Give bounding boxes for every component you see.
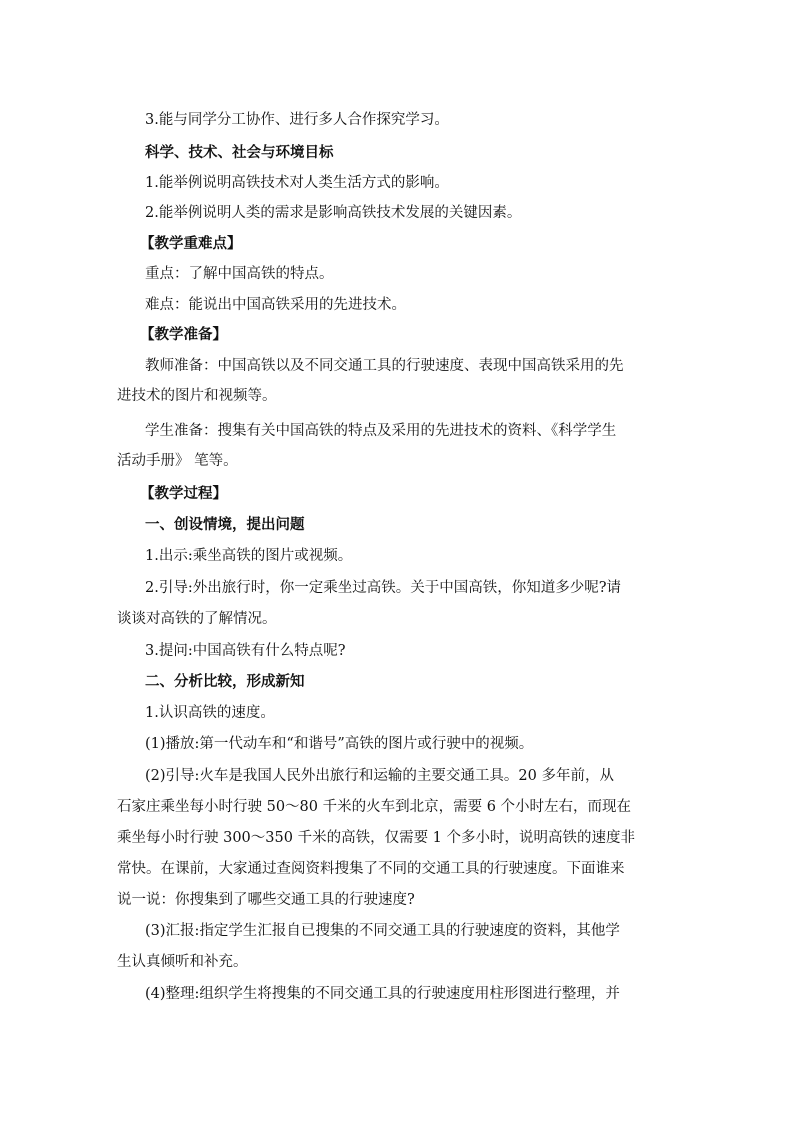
heading-process: 【教学过程】	[140, 485, 227, 502]
section-1-item-1: 1.出示:乘坐高铁的图片或视频。	[145, 548, 353, 564]
difficult-point: 难点：能说出中国高铁采用的先进技术。	[145, 297, 406, 313]
teacher-prep-line-2: 进技术的图片和视频等。	[117, 388, 277, 404]
section-1-item-3: 3.提问:中国高铁有什么特点呢?	[145, 643, 346, 659]
section-1-item-2-line-1: 2.引导:外出旅行时，你一定乘坐过高铁。关于中国高铁，你知道多少呢?请	[145, 580, 621, 596]
section-2-item-1-2-line-1: (2)引导:火车是我国人民外出旅行和运输的主要交通工具。20 多年前，从	[145, 768, 614, 784]
sts-goal-1: 1.能举例说明高铁技术对人类生活方式的影响。	[145, 175, 449, 191]
section-2-item-1-1: (1)播放:第一代动车和“和谐号”高铁的图片或行驶中的视频。	[145, 736, 534, 752]
section-2-item-1-2-line-4: 常快。在课前，大家通过查阅资料搜集了不同的交通工具的行驶速度。下面谁来	[117, 861, 625, 877]
teacher-prep-line-1: 教师准备：中国高铁以及不同交通工具的行驶速度、表现中国高铁采用的先	[145, 358, 624, 374]
section-2-item-1-2-line-2: 石家庄乘坐每小时行驶 50～80 千米的火车到北京，需要 6 个小时左右，而现在	[117, 799, 632, 815]
sts-goal-2: 2.能举例说明人类的需求是影响高铁技术发展的关键因素。	[145, 205, 522, 221]
section-2-title: 二、分析比较，形成新知	[145, 673, 305, 690]
section-2-item-1-2-line-3: 乘坐每小时行驶 300～350 千米的高铁，仅需要 1 个多小时，说明高铁的速度非	[117, 830, 636, 846]
section-2-item-1: 1.认识高铁的速度。	[145, 705, 275, 721]
heading-preparation: 【教学准备】	[140, 326, 227, 343]
objective-3: 3.能与同学分工协作、进行多人合作探究学习。	[145, 112, 449, 128]
section-2-item-1-3-line-2: 生认真倾听和补充。	[117, 954, 248, 970]
heading-key-points: 【教学重难点】	[140, 235, 242, 252]
section-1-item-2-line-2: 谈谈对高铁的了解情况。	[117, 611, 277, 627]
key-point: 重点：了解中国高铁的特点。	[145, 266, 334, 282]
section-2-item-1-2-line-5: 说一说：你搜集到了哪些交通工具的行驶速度?	[117, 892, 415, 908]
heading-sts-goals: 科学、技术、社会与环境目标	[145, 144, 334, 161]
section-2-item-1-4-line-1: (4)整理:组织学生将搜集的不同交通工具的行驶速度用柱形图进行整理，并	[145, 986, 620, 1002]
section-1-title: 一、创设情境，提出问题	[145, 516, 305, 533]
section-2-item-1-3-line-1: (3)汇报:指定学生汇报自已搜集的不同交通工具的行驶速度的资料，其他学	[145, 923, 620, 939]
student-prep-line-2: 活动手册》 笔等。	[117, 453, 238, 469]
student-prep-line-1: 学生准备：搜集有关中国高铁的特点及采用的先进技术的资料、《科学学生	[145, 423, 617, 439]
